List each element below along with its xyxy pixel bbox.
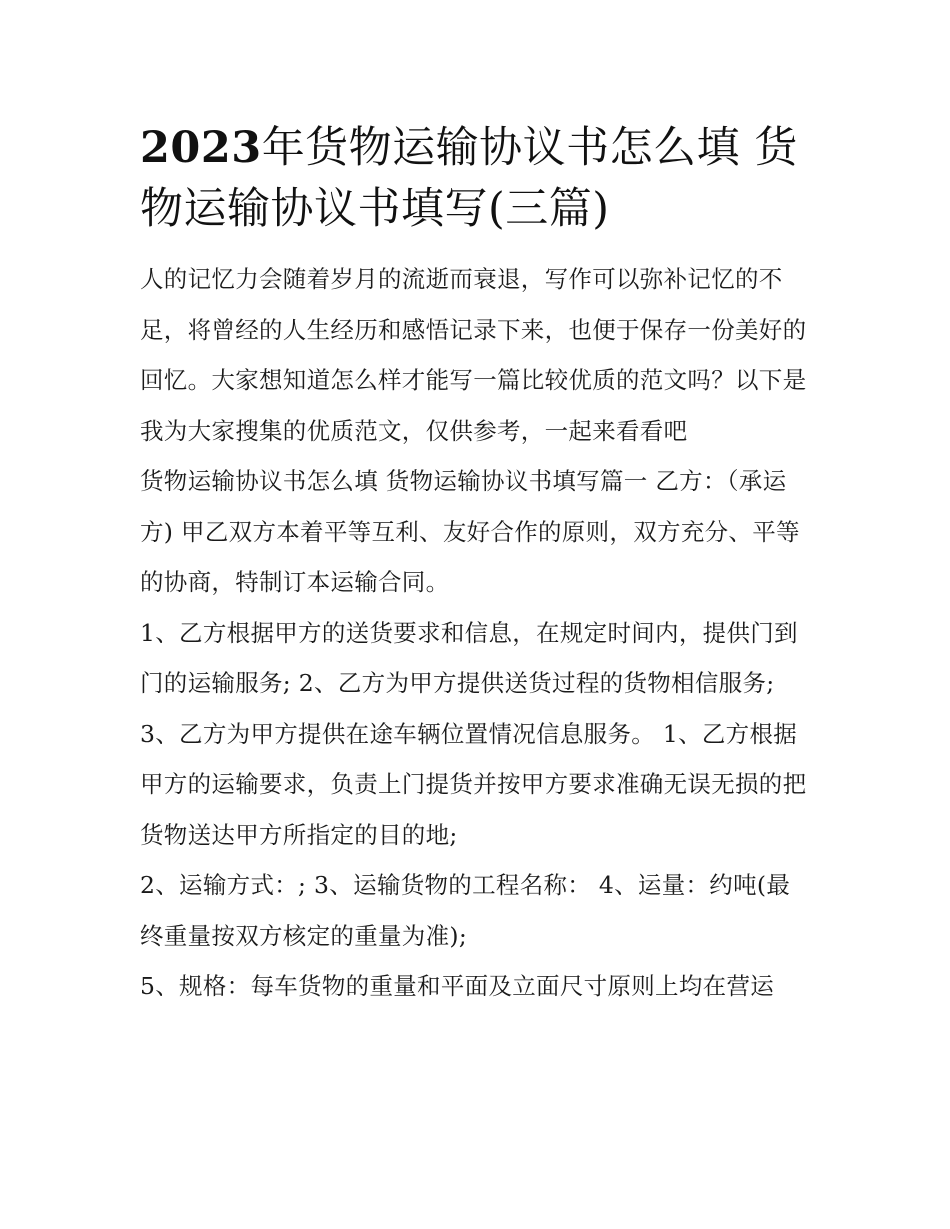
- agreement-preamble-paragraph: 货物运输协议书怎么填 货物运输协议书填写篇一 乙方：（承运方) 甲乙双方本着平等互利、友好合作的原则，双方充分、平等的协商，特制订本运输合同。: [140, 467, 800, 596]
- clause-paragraph: 5、规格：每车货物的重量和平面及立面尺寸原则上均在营运: [140, 972, 775, 1000]
- title-year: 2023: [140, 123, 262, 173]
- clause-paragraph: 2、运输方式：; 3、运输货物的工程名称： 4、运量：约吨(最终重量按双方核定的重量为准);: [140, 871, 791, 950]
- document-title: [140, 118, 812, 240]
- clause-paragraph: 3、乙方为甲方提供在途车辆位置情况信息服务。 1、乙方根据甲方的运输要求，负责上门提货并按甲方要求准确无误无损的把货物送达甲方所指定的目的地;: [140, 719, 807, 849]
- document-body: [140, 118, 812, 1012]
- clause-paragraph: 1、乙方根据甲方的送货要求和信息，在规定时间内，提供门到门的运输服务; 2、乙方为甲方提供送货过程的货物相信服务;: [140, 618, 798, 697]
- intro-paragraph: 人的记忆力会随着岁月的流逝而衰退，写作可以弥补记忆的不足，将曾经的人生经历和感悟记录下来，也便于保存一份美好的回忆。大家想知道怎么样才能写一篇比较优质的范文吗？以下是我为大家搜集的优质范文，仅供参考，一起来看看吧: [140, 265, 807, 445]
- title-text: 年货物运输协议书怎么填 货物运输协议书填写(三篇): [140, 123, 798, 234]
